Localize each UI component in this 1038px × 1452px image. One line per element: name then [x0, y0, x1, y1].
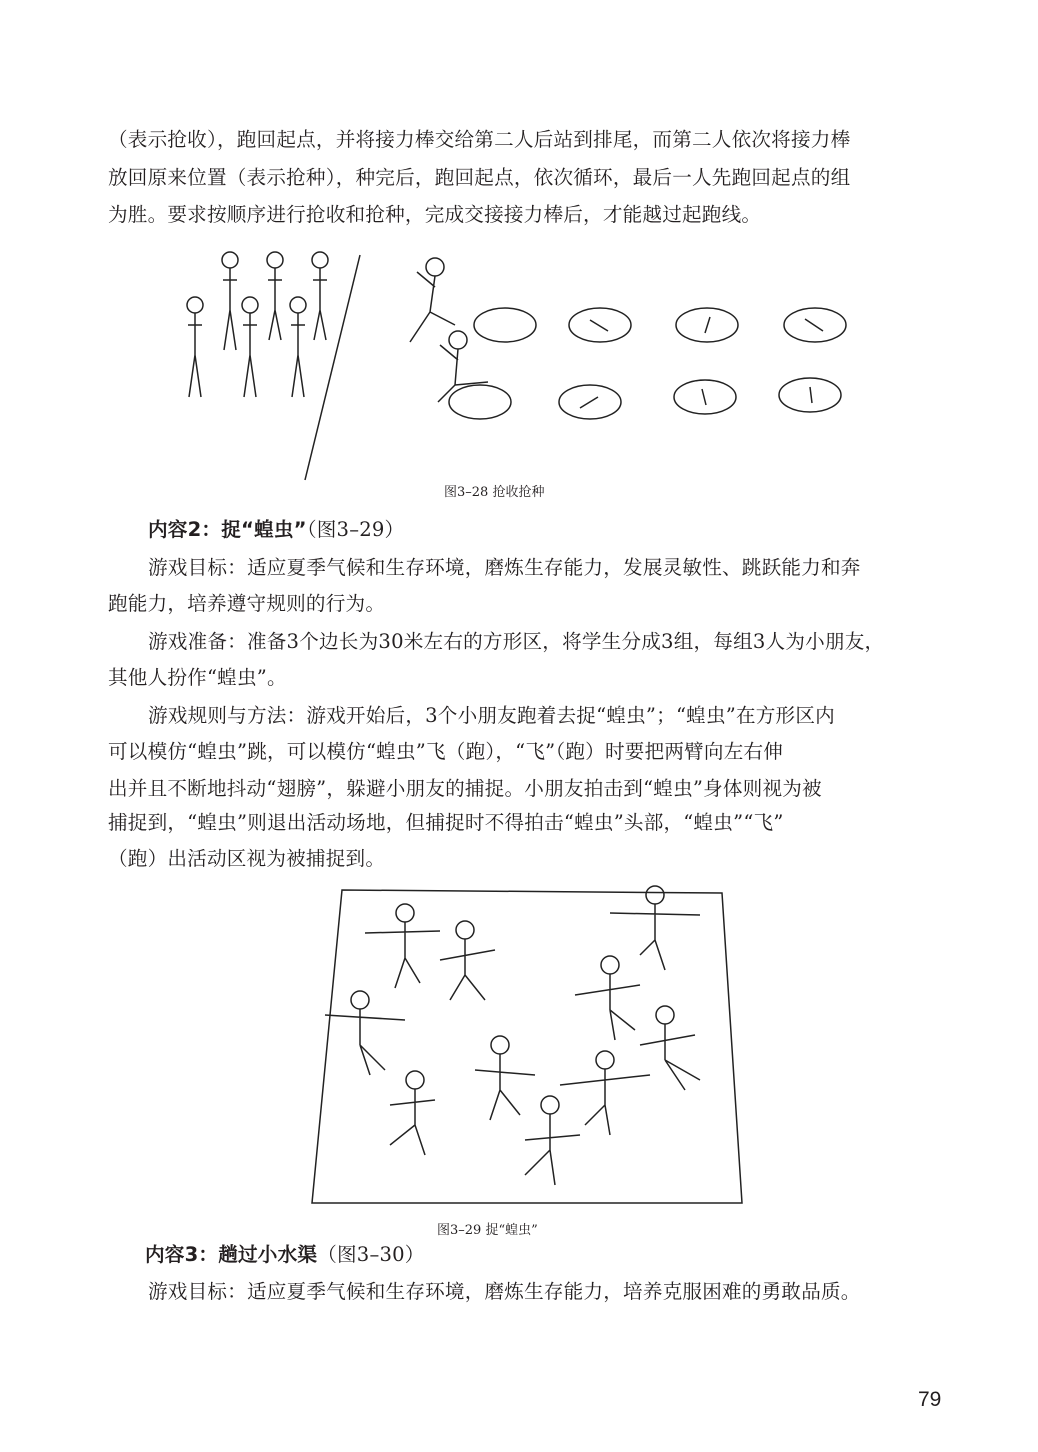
paragraph-line: 捕捉到，“蝗虫”则退出活动场地，但捕捉时不得拍击“蝗虫”头部，“蝗虫”“飞” [108, 811, 784, 834]
paragraph-line: （表示抢收），跑回起点，并将接力棒交给第二人后站到排尾，而第二人依次将接力棒 [108, 128, 851, 151]
section-heading [148, 518, 960, 542]
paragraph-line: 可以模仿“蝗虫”跳，可以模仿“蝗虫”飞（跑），“飞”（跑）时要把两臂向左右伸 [108, 740, 784, 763]
paragraph-line: 游戏准备：准备3个边长为30米左右的方形区，将学生分成3组，每组3人为小朋友， [148, 630, 885, 653]
paragraph-line: （跑）出活动区视为被捕捉到。 [108, 847, 386, 870]
players [325, 886, 700, 1185]
heading-figure-ref: （图3–30） [317, 1243, 425, 1266]
figure-caption: 图3–29 捉“蝗虫” [437, 1223, 538, 1238]
paragraph-line: 跑能力，培养遵守规则的行为。 [108, 592, 386, 615]
heading-figure-ref: （图3–29） [306, 518, 405, 541]
section-heading [145, 1243, 957, 1267]
paragraph-line: 游戏规则与方法：游戏开始后，3个小朋友跑着去捉“蝗虫”；“蝗虫”在方形区内 [148, 704, 835, 727]
hoops [449, 308, 846, 419]
page-number: 79 [918, 1388, 942, 1411]
paragraph-line: 游戏目标：适应夏季气候和生存环境，磨炼生存能力，发展灵敏性、跳跃能力和奔 [148, 556, 861, 579]
paragraph-line: 出并且不断地抖动“翅膀”，躲避小朋友的捕捉。小朋友拍击到“蝗虫”身体则视为被 [108, 777, 822, 800]
heading-text: 内容2：捉“蝗虫” [148, 518, 307, 541]
figure-relay-illustration [180, 245, 860, 485]
heading-text: 内容3：趟过小水渠 [145, 1243, 318, 1266]
paragraph-line: 游戏目标：适应夏季气候和生存环境，磨炼生存能力，培养克服困难的勇敢品质。 [148, 1280, 861, 1303]
runners [410, 258, 488, 402]
paragraph-line: 其他人扮作“蝗虫”。 [108, 666, 287, 689]
children-in-line [187, 252, 328, 397]
figure-catch-locust-illustration [300, 885, 760, 1210]
figure-caption: 图3–28 抢收抢种 [444, 485, 545, 500]
paragraph-line: 放回原来位置（表示抢种），种完后，跑回起点，依次循环，最后一人先跑回起点的组 [108, 166, 851, 189]
paragraph-line: 为胜。要求按顺序进行抢收和抢种，完成交接接力棒后，才能越过起跑线。 [108, 203, 762, 226]
